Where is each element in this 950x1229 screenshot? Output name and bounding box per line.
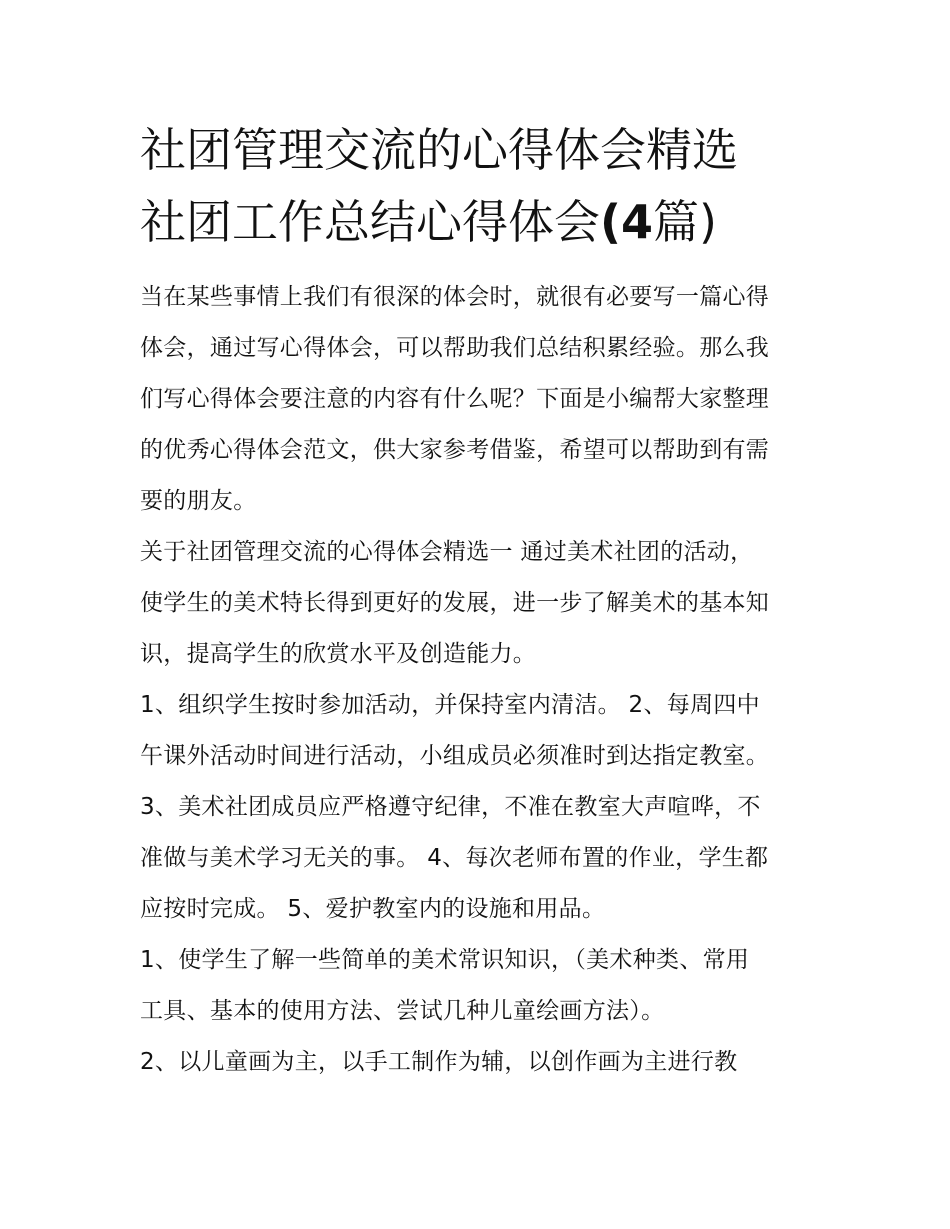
document-content xyxy=(140,114,820,1088)
text-line: 关于社团管理交流的心得体会精选一 通过美术社团的活动， xyxy=(140,539,754,565)
text-line: 工具、基本的使用方法、尝试几种儿童绘画方法）。 xyxy=(140,998,665,1024)
text-line: 应按时完成。 5、爱护教室内的设施和用品。 xyxy=(140,896,606,922)
paragraph-methods xyxy=(140,1037,820,1088)
text-line: 要的朋友。 xyxy=(140,488,257,514)
text-line: 1、使学生了解一些简单的美术常识知识，（美术种类、常用 xyxy=(140,947,750,973)
text-line: 的优秀心得体会范文，供大家参考借鉴，希望可以帮助到有需 xyxy=(140,437,770,463)
text-line: 使学生的美术特长得到更好的发展，进一步了解美术的基本知 xyxy=(140,590,770,616)
document-title xyxy=(140,114,820,258)
title-line-2-text: 社团工作总结心得体会 xyxy=(140,195,600,249)
title-line-2 xyxy=(140,186,820,258)
text-line: 1、组织学生按时参加活动，并保持室内清洁。 2、每周四中 xyxy=(140,692,760,718)
paragraph-goals xyxy=(140,935,820,1037)
paragraph-intro xyxy=(140,272,820,527)
text-line: 识，提高学生的欣赏水平及创造能力。 xyxy=(140,641,537,667)
title-count: (4 xyxy=(600,195,654,249)
text-line: 准做与美术学习无关的事。 4、每次老师布置的作业，学生都 xyxy=(140,845,769,871)
paragraph-rules xyxy=(140,680,820,935)
title-line-1: 社团管理交流的心得体会精选 xyxy=(140,123,738,177)
text-line: 2、以儿童画为主，以手工制作为辅，以创作画为主进行教 xyxy=(140,1049,738,1075)
text-line: 午课外活动时间进行活动，小组成员必须准时到达指定教室。 xyxy=(140,743,770,769)
text-line: 当在某些事情上我们有很深的体会时，就很有必要写一篇心得 xyxy=(140,284,770,310)
title-suffix: 篇) xyxy=(653,195,717,249)
text-line: 3、美术社团成员应严格遵守纪律，不准在教室大声喧哗，不 xyxy=(140,794,761,820)
document-body xyxy=(140,272,820,1088)
text-line: 体会，通过写心得体会，可以帮助我们总结积累经验。那么我 xyxy=(140,335,770,361)
paragraph-section-1 xyxy=(140,527,820,680)
text-line: 们写心得体会要注意的内容有什么呢？下面是小编帮大家整理 xyxy=(140,386,770,412)
